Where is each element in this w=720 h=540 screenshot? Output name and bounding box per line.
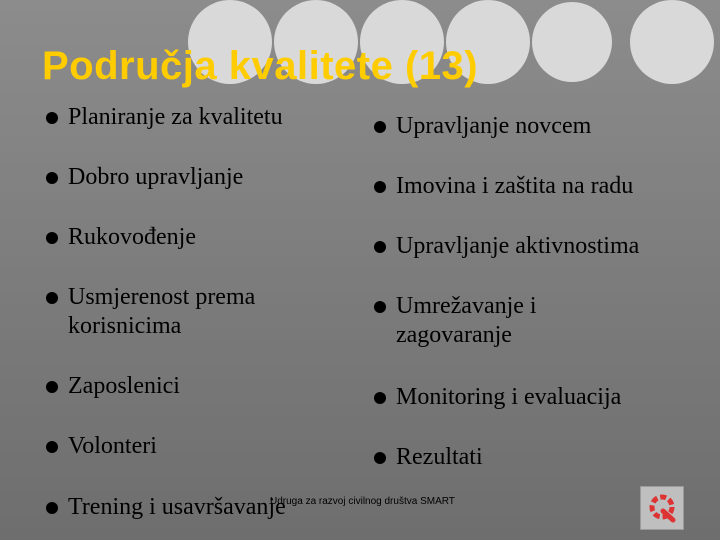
- list-item: Rezultati: [370, 443, 483, 472]
- slide-title: Područja kvalitete (13): [42, 44, 479, 88]
- bullet-icon: [46, 502, 58, 514]
- list-item: Imovina i zaštita na radu: [370, 172, 633, 201]
- bullet-icon: [46, 172, 58, 184]
- bullet-icon: [374, 181, 386, 193]
- list-item: Upravljanje aktivnostima: [370, 232, 639, 261]
- q-logo-icon: [640, 486, 684, 530]
- list-item: Rukovođenje: [42, 223, 196, 252]
- list-item: Planiranje za kvalitetu: [42, 103, 283, 132]
- bullet-icon: [46, 112, 58, 124]
- bullet-icon: [374, 121, 386, 133]
- list-item: Monitoring i evaluacija: [370, 383, 621, 412]
- bullet-icon: [374, 301, 386, 313]
- bullet-icon: [46, 441, 58, 453]
- list-item: Upravljanje novcem: [370, 112, 591, 141]
- list-item: Volonteri: [42, 432, 157, 461]
- list-item: Usmjerenost prema korisnicima: [42, 283, 318, 341]
- list-item: Trening i usavršavanje: [42, 493, 286, 522]
- bullet-icon: [374, 241, 386, 253]
- list-item: Zaposlenici: [42, 372, 180, 401]
- bullet-icon: [374, 392, 386, 404]
- list-item: Dobro upravljanje: [42, 163, 243, 192]
- bullet-icon: [46, 292, 58, 304]
- bullet-icon: [46, 232, 58, 244]
- list-item: Umrežavanje i zagovaranje: [370, 292, 596, 350]
- bullet-icon: [46, 381, 58, 393]
- bullet-icon: [374, 452, 386, 464]
- footer-text: Udruga za razvoj civilnog društva SMART: [270, 496, 455, 507]
